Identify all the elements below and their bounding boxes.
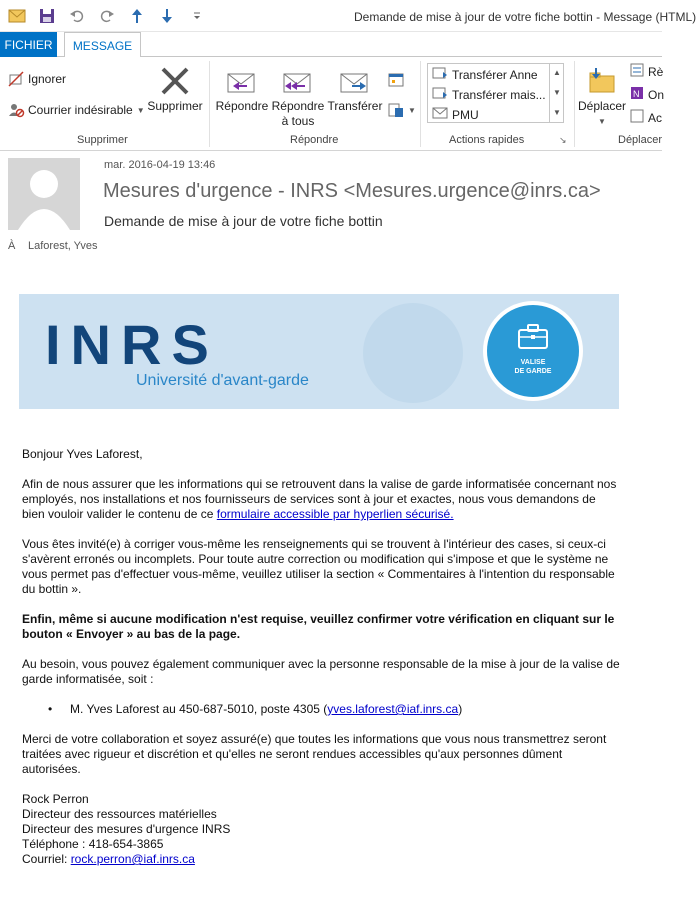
quick-steps-scrollbar[interactable] bbox=[549, 64, 563, 122]
ribbon bbox=[0, 57, 665, 151]
scroll-up-icon[interactable]: ▲ bbox=[553, 68, 561, 77]
greeting: Bonjour Yves Laforest, bbox=[22, 447, 143, 461]
signature-phone: Téléphone : 418-654-3865 bbox=[22, 837, 164, 851]
dialog-launcher-icon[interactable]: ↘ bbox=[559, 135, 567, 145]
contact-list bbox=[70, 702, 620, 717]
group-label-deplacer: Déplacer bbox=[618, 134, 663, 146]
group-label-supprimer: Supprimer bbox=[77, 134, 128, 146]
paragraph-2: Vous êtes invité(e) à corriger vous-même les renseignements qui se trouvent à l'intérieur des cases, si ceux-ci s'avèrent erronés ou incomplets. Pour toute autre correction ou modification qui s'impose et que le système ne vous permet pas d'effectuer vous-même, veuillez utiliser la section « Commentaires à l'intention du responsable du bottin ». bbox=[22, 537, 615, 596]
quick-steps-gallery bbox=[427, 63, 564, 123]
signature-email-link[interactable]: rock.perron@iaf.inrs.ca bbox=[70, 852, 195, 866]
to-label: À bbox=[8, 240, 16, 252]
paragraph-1: Afin de nous assurer que les informations qui se retrouvent dans la valise de garde informatisée concernant nos employés, nos installations et nos fournisseurs de services sont à jour et exactes, nous vous demandons de bien vouloir valider le contenu de ce formulaire accessible par hyperlien sécurisé. bbox=[22, 477, 617, 521]
message-sender[interactable]: Mesures d'urgence - INRS <Mesures.urgence@inrs.ca> bbox=[103, 180, 601, 202]
inrs-banner bbox=[19, 294, 619, 409]
tab-message[interactable]: MESSAGE bbox=[64, 32, 141, 58]
delete-button[interactable]: Supprimer bbox=[146, 63, 204, 114]
envelope-small-icon bbox=[432, 107, 448, 122]
actions-icon bbox=[630, 109, 644, 126]
message-recipient[interactable]: Laforest, Yves bbox=[28, 240, 98, 252]
reply-icon bbox=[225, 63, 259, 99]
redo-icon[interactable] bbox=[96, 6, 118, 26]
expand-icon[interactable]: ▼ bbox=[553, 108, 561, 117]
reply-all-button[interactable]: Répondre à tous bbox=[270, 63, 326, 129]
meeting-reply-button[interactable] bbox=[388, 71, 404, 87]
ribbon-tabs bbox=[0, 32, 662, 57]
rules-icon bbox=[630, 63, 644, 80]
rules-button[interactable]: Rè bbox=[630, 63, 663, 80]
onenote-button[interactable]: N On bbox=[630, 86, 664, 103]
calendar-icon bbox=[388, 71, 404, 87]
reply-all-icon bbox=[281, 63, 315, 99]
signature-title-1: Directeur des ressources matérielles bbox=[22, 807, 217, 821]
junk-mail-icon bbox=[8, 102, 24, 118]
more-reply-icon bbox=[388, 102, 404, 118]
onenote-icon bbox=[630, 86, 644, 103]
more-reply-button[interactable] bbox=[388, 102, 416, 118]
forward-small-icon bbox=[432, 87, 448, 102]
customize-qat-icon[interactable] bbox=[186, 6, 208, 26]
window-title: Demande de mise à jour de votre fiche bottin - Message (HTML) bbox=[354, 10, 696, 24]
quick-step-pmu[interactable]: PMU bbox=[432, 107, 479, 122]
forward-small-icon bbox=[432, 67, 448, 82]
save-icon[interactable] bbox=[36, 6, 58, 26]
chevron-down-icon: ▼ bbox=[408, 105, 416, 115]
svg-text:N: N bbox=[633, 89, 640, 99]
tab-fichier[interactable]: FICHIER bbox=[0, 32, 57, 57]
ribbon-divider bbox=[574, 61, 575, 147]
paragraph-5: Merci de votre collaboration et soyez assuré(e) que toutes les informations que vous nous transmettrez seront traitées avec rigueur et discrétion et qu'elles ne seront rendues accessibles qu'aux personnes dûment autorisées. bbox=[22, 732, 607, 776]
move-button[interactable]: Déplacer ▼ bbox=[578, 63, 626, 129]
ribbon-divider bbox=[420, 61, 421, 147]
scroll-down-icon[interactable]: ▼ bbox=[553, 88, 561, 97]
message-body bbox=[22, 447, 620, 867]
paragraph-3: Enfin, même si aucune modification n'est requise, veuillez confirmer votre vérification en cliquant sur le bouton « Envoyer » au bas de la page. bbox=[22, 612, 615, 641]
quick-step-transferer-mais[interactable]: Transférer mais... bbox=[432, 87, 546, 102]
group-label-actions-rapides: Actions rapides bbox=[449, 134, 525, 146]
avatar bbox=[8, 158, 80, 230]
arrow-down-icon[interactable] bbox=[156, 6, 178, 26]
junk-mail-button[interactable]: Courrier indésirable ▼ bbox=[8, 102, 145, 118]
banner-badge-text: VALISE DE GARDE bbox=[514, 359, 552, 375]
actions-button[interactable]: Ac bbox=[630, 109, 662, 126]
undo-icon[interactable] bbox=[66, 6, 88, 26]
reply-button[interactable]: Répondre bbox=[214, 63, 270, 114]
signature-title-2: Directeur des mesures d'urgence INRS bbox=[22, 822, 231, 836]
title-bar bbox=[0, 0, 696, 32]
ignore-button[interactable]: Ignorer bbox=[8, 71, 66, 87]
mail-icon[interactable] bbox=[6, 6, 28, 26]
paragraph-4: Au besoin, vous pouvez également communiquer avec la personne responsable de la mise à jour de la valise de garde informatisée, soit : bbox=[22, 657, 620, 686]
ignore-icon bbox=[8, 71, 24, 87]
quick-access-toolbar bbox=[6, 6, 208, 26]
ribbon-divider bbox=[209, 61, 210, 147]
arrow-up-icon[interactable] bbox=[126, 6, 148, 26]
signature-email-line: Courriel: rock.perron@iaf.inrs.ca bbox=[22, 852, 195, 866]
group-label-repondre: Répondre bbox=[290, 134, 339, 146]
message-subject: Demande de mise à jour de votre fiche bottin bbox=[104, 213, 383, 229]
quick-step-transferer-anne[interactable]: Transférer Anne bbox=[432, 67, 538, 82]
form-link[interactable]: formulaire accessible par hyperlien sécurisé. bbox=[216, 507, 454, 521]
banner-decoration bbox=[363, 303, 463, 403]
forward-button[interactable]: Transférer bbox=[326, 63, 384, 114]
chevron-down-icon: ▼ bbox=[598, 117, 606, 126]
folder-move-icon bbox=[586, 63, 618, 99]
banner-tagline: Université d'avant-garde bbox=[136, 372, 309, 389]
forward-icon bbox=[338, 63, 372, 99]
delete-x-icon bbox=[159, 63, 191, 99]
banner-logo: INRS bbox=[45, 313, 219, 376]
message-date: mar. 2016-04-19 13:46 bbox=[104, 159, 216, 171]
signature bbox=[22, 792, 620, 867]
briefcase-icon bbox=[517, 322, 549, 353]
chevron-down-icon: ▼ bbox=[136, 105, 145, 115]
list-item: • M. Yves Laforest au 450-687-5010, poste 4305 (yves.laforest@iaf.inrs.ca) bbox=[70, 702, 620, 717]
contact-email-link[interactable]: yves.laforest@iaf.inrs.ca bbox=[327, 702, 459, 716]
signature-name: Rock Perron bbox=[22, 792, 89, 806]
